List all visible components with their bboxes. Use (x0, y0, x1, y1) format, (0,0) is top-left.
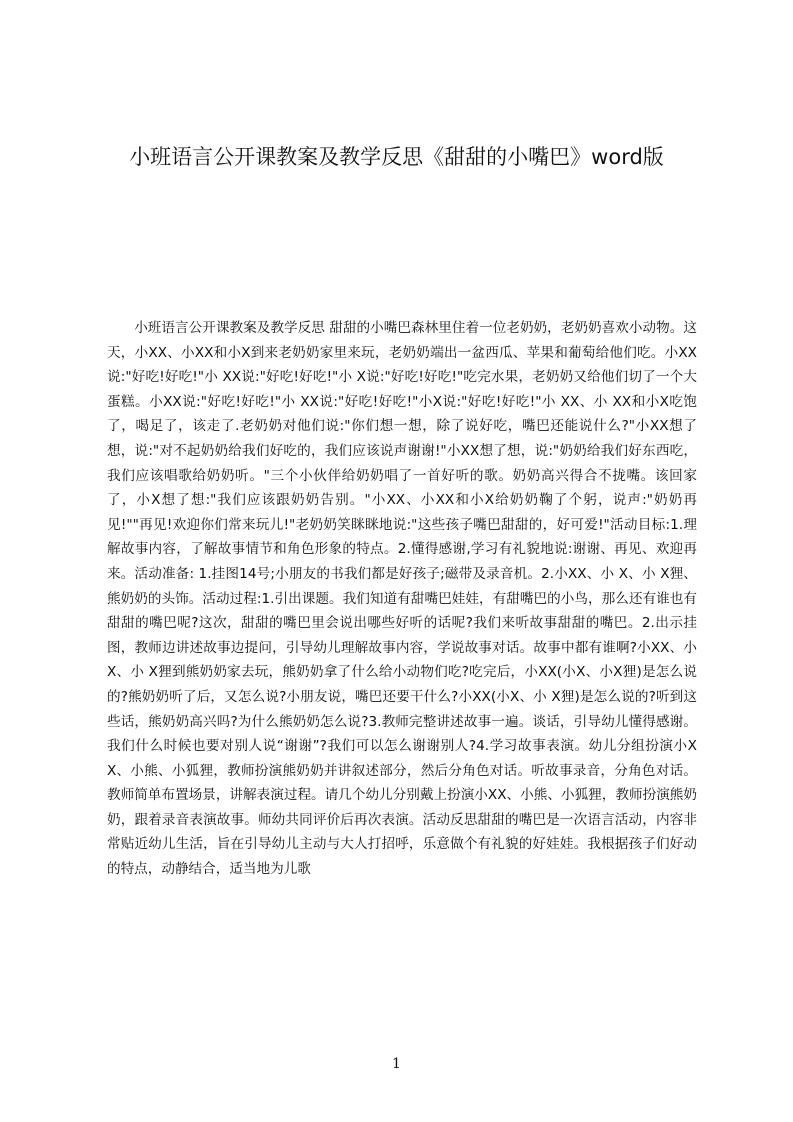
body-paragraph: 小班语言公开课教案及教学反思 甜甜的小嘴巴森林里住着一位老奶奶，老奶奶喜欢小动物。这天，小XX、小XX和小X到来老奶奶家里来玩，老奶奶端出一盆西瓜、苹果和葡萄给他们吃。小XX说:"好吃!好吃!"小 XX说:"好吃!好吃!"小 X说:"好吃!好吃!"吃完水果，老奶奶又给他们切了一个大蛋糕。小XX说:"好吃!好吃!"小 XX说:"好吃!好吃!"小X说:"好吃!好吃!"小 XX、小 XX和小X吃饱了，喝足了，该走了.老奶奶对他们说:"你们想一想，除了说好吃，嘴巴还能说什么?"小XX想了想，说:"对不起奶奶给我们好吃的，我们应该说声谢谢!"小XX想了想，说:"奶奶给我们好东西吃，我们应该唱歌给奶奶听。"三个小伙伴给奶奶唱了一首好听的歌。奶奶高兴得合不拢嘴。该回家了，小X想了想:"我们应该跟奶奶告别。"小XX、小XX和小X给奶奶鞠了个躬，说声:"奶奶再见!""再见!欢迎你们常来玩儿!"老奶奶笑眯眯地说:"这些孩子嘴巴甜甜的，好可爱!"活动目标:1.理解故事内容，了解故事情节和角色形象的特点。2.懂得感谢,学习有礼貌地说:谢谢、再见、欢迎再来。活动准备: 1.挂图14号;小朋友的书我们都是好孩子;磁带及录音机。2.小XX、小 X、小 X狸、熊奶奶的头饰。活动过程:1.引出课题。我们知道有甜嘴巴娃娃，有甜嘴巴的小鸟，那么还有谁也有甜甜的嘴巴呢?这次，甜甜的嘴巴里会说出哪些好听的话呢?我们来听故事甜甜的嘴巴。2.出示挂图，教师边讲述故事边提问，引导幼儿理解故事内容，学说故事对话。故事中都有谁啊?小XX、小 X、小 X狸到熊奶奶家去玩，熊奶奶拿了什么给小动物们吃?吃完后，小XX(小X、小X狸)是怎么说的?熊奶奶听了后，又怎么说?小朋友说，嘴巴还要干什么?小XX(小X、小 X狸)是怎么说的?听到这些话，熊奶奶高兴吗?为什么熊奶奶怎么说?3.教师完整讲述故事一遍。谈话，引导幼儿懂得感谢。我们什么时候也要对别人说“谢谢”?我们可以怎么谢谢别人?4.学习故事表演。幼儿分组扮演小XX、小熊、小狐狸，教师扮演熊奶奶并讲叙述部分，然后分角色对话。听故事录音，分角色对话。教师简单布置场景，讲解表演过程。请几个幼儿分别戴上扮演小XX、小熊、小狐狸，教师扮演熊奶奶，跟着录音表演故事。师幼共同评价后再次表演。活动反思甜甜的嘴巴是一次语言活动，内容非常贴近幼儿生活，旨在引导幼儿主动与大人打招呼，乐意做个有礼貌的好娃娃。我根据孩子们好动的特点，动静结合，适当地为儿歌 (107, 320, 697, 878)
document-title: 小班语言公开课教案及教学反思《甜甜的小嘴巴》word版 (129, 145, 664, 169)
page-number: 1 (392, 1056, 401, 1072)
